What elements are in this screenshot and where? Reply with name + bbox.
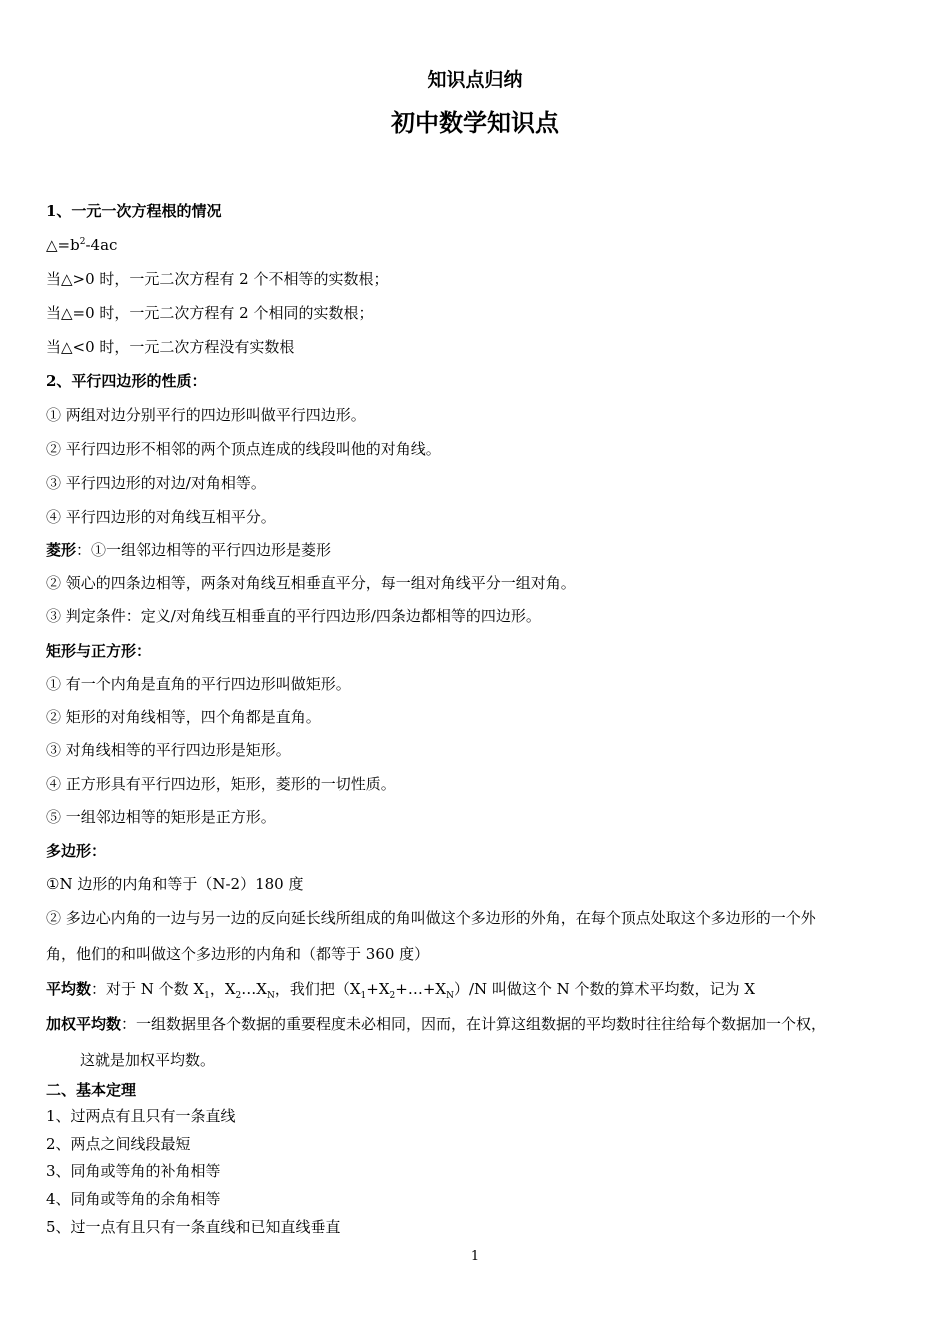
text-run: +X: [366, 980, 390, 998]
list-item: ①N 边形的内角和等于（N-2）180 度: [46, 875, 304, 893]
list-item: ③ 平行四边形的对边/对角相等。: [46, 474, 266, 492]
list-item: ② 矩形的对角线相等，四个角都是直角。: [46, 708, 321, 726]
list-item: ④ 平行四边形的对角线互相平分。: [46, 508, 276, 526]
section-heading-rectangle: 矩形与正方形：: [46, 642, 152, 660]
formula-text: △=b: [46, 236, 80, 254]
list-item: ① 两组对边分别平行的四边形叫做平行四边形。: [46, 406, 366, 424]
subscript: 1: [360, 991, 367, 1001]
text-run: ，X: [209, 980, 236, 998]
theorem-item: 4、同角或等角的余角相等: [46, 1190, 221, 1208]
page-number: 1: [470, 1249, 480, 1264]
mean-definition: [46, 979, 755, 999]
term-label: 平均数: [46, 980, 92, 998]
section-heading-theorems: 二、基本定理: [46, 1081, 137, 1099]
text-run: ，我们把（X: [274, 980, 361, 998]
subscript: 2: [389, 991, 396, 1001]
subscript: N: [446, 991, 454, 1001]
list-item: ③ 对角线相等的平行四边形是矩形。: [46, 741, 291, 759]
text-run: ）/N 叫做这个 N 个数的算术平均数，记为 X: [453, 980, 756, 998]
paragraph-continuation: 这就是加权平均数。: [80, 1051, 216, 1069]
rhombus-line: [46, 540, 331, 560]
paragraph-line: 当△<0 时，一元二次方程没有实数根: [46, 338, 295, 356]
text-run: ：对于 N 个数 X: [91, 980, 205, 998]
paragraph-line: 当△=0 时，一元二次方程有 2 个相同的实数根；: [46, 304, 374, 322]
theorem-item: 5、过一点有且只有一条直线和已知直线垂直: [46, 1218, 341, 1236]
list-item: ② 平行四边形不相邻的两个顶点连成的线段叫他的对角线。: [46, 440, 441, 458]
theorem-item: 1、过两点有且只有一条直线: [46, 1107, 236, 1125]
discriminant-formula: [46, 235, 117, 255]
document-title: 初中数学知识点: [391, 108, 559, 137]
theorem-item: 2、两点之间线段最短: [46, 1135, 191, 1153]
list-item: ③ 判定条件：定义/对角线互相垂直的平行四边形/四条边都相等的四边形。: [46, 607, 541, 625]
section-heading-parallelogram: 2、平行四边形的性质：: [46, 372, 207, 390]
paragraph-line: 当△>0 时，一元二次方程有 2 个不相等的实数根；: [46, 270, 389, 288]
term-definition: ：①一组邻边相等的平行四边形是菱形: [76, 541, 332, 559]
list-item: ⑤ 一组邻边相等的矩形是正方形。: [46, 808, 276, 826]
list-item: ② 多边心内角的一边与另一边的反向延长线所组成的角叫做这个多边形的外角，在每个顶点处取这个多边形的一个外: [46, 909, 816, 927]
weighted-mean-definition: [46, 1014, 826, 1034]
section-heading-polygon: 多边形：: [46, 842, 107, 860]
document-subtitle: 知识点归纳: [427, 69, 523, 91]
term-label: 加权平均数: [46, 1015, 122, 1033]
theorem-item: 3、同角或等角的补角相等: [46, 1162, 221, 1180]
list-item: ① 有一个内角是直角的平行四边形叫做矩形。: [46, 675, 351, 693]
list-item: ② 领心的四条边相等，两条对角线互相垂直平分，每一组对角线平分一组对角。: [46, 574, 576, 592]
term-label: 菱形: [46, 541, 77, 559]
list-item-continuation: 角，他们的和叫做这个多边形的内角和（都等于 360 度）: [46, 945, 430, 963]
text-run: +…+X: [395, 980, 447, 998]
text-run: …X: [241, 980, 267, 998]
subscript: N: [266, 991, 275, 1001]
formula-superscript: 2: [79, 237, 86, 247]
formula-text: -4ac: [85, 236, 118, 254]
list-item: ④ 正方形具有平行四边形，矩形，菱形的一切性质。: [46, 775, 396, 793]
section-heading-quadratic-roots: 1、一元一次方程根的情况: [46, 202, 222, 220]
subscript: 2: [235, 991, 242, 1001]
term-definition: ：一组数据里各个数据的重要程度未必相同，因而，在计算这组数据的平均数时往往给每个数据加一个权，: [121, 1015, 827, 1033]
subscript: 1: [204, 991, 210, 1001]
